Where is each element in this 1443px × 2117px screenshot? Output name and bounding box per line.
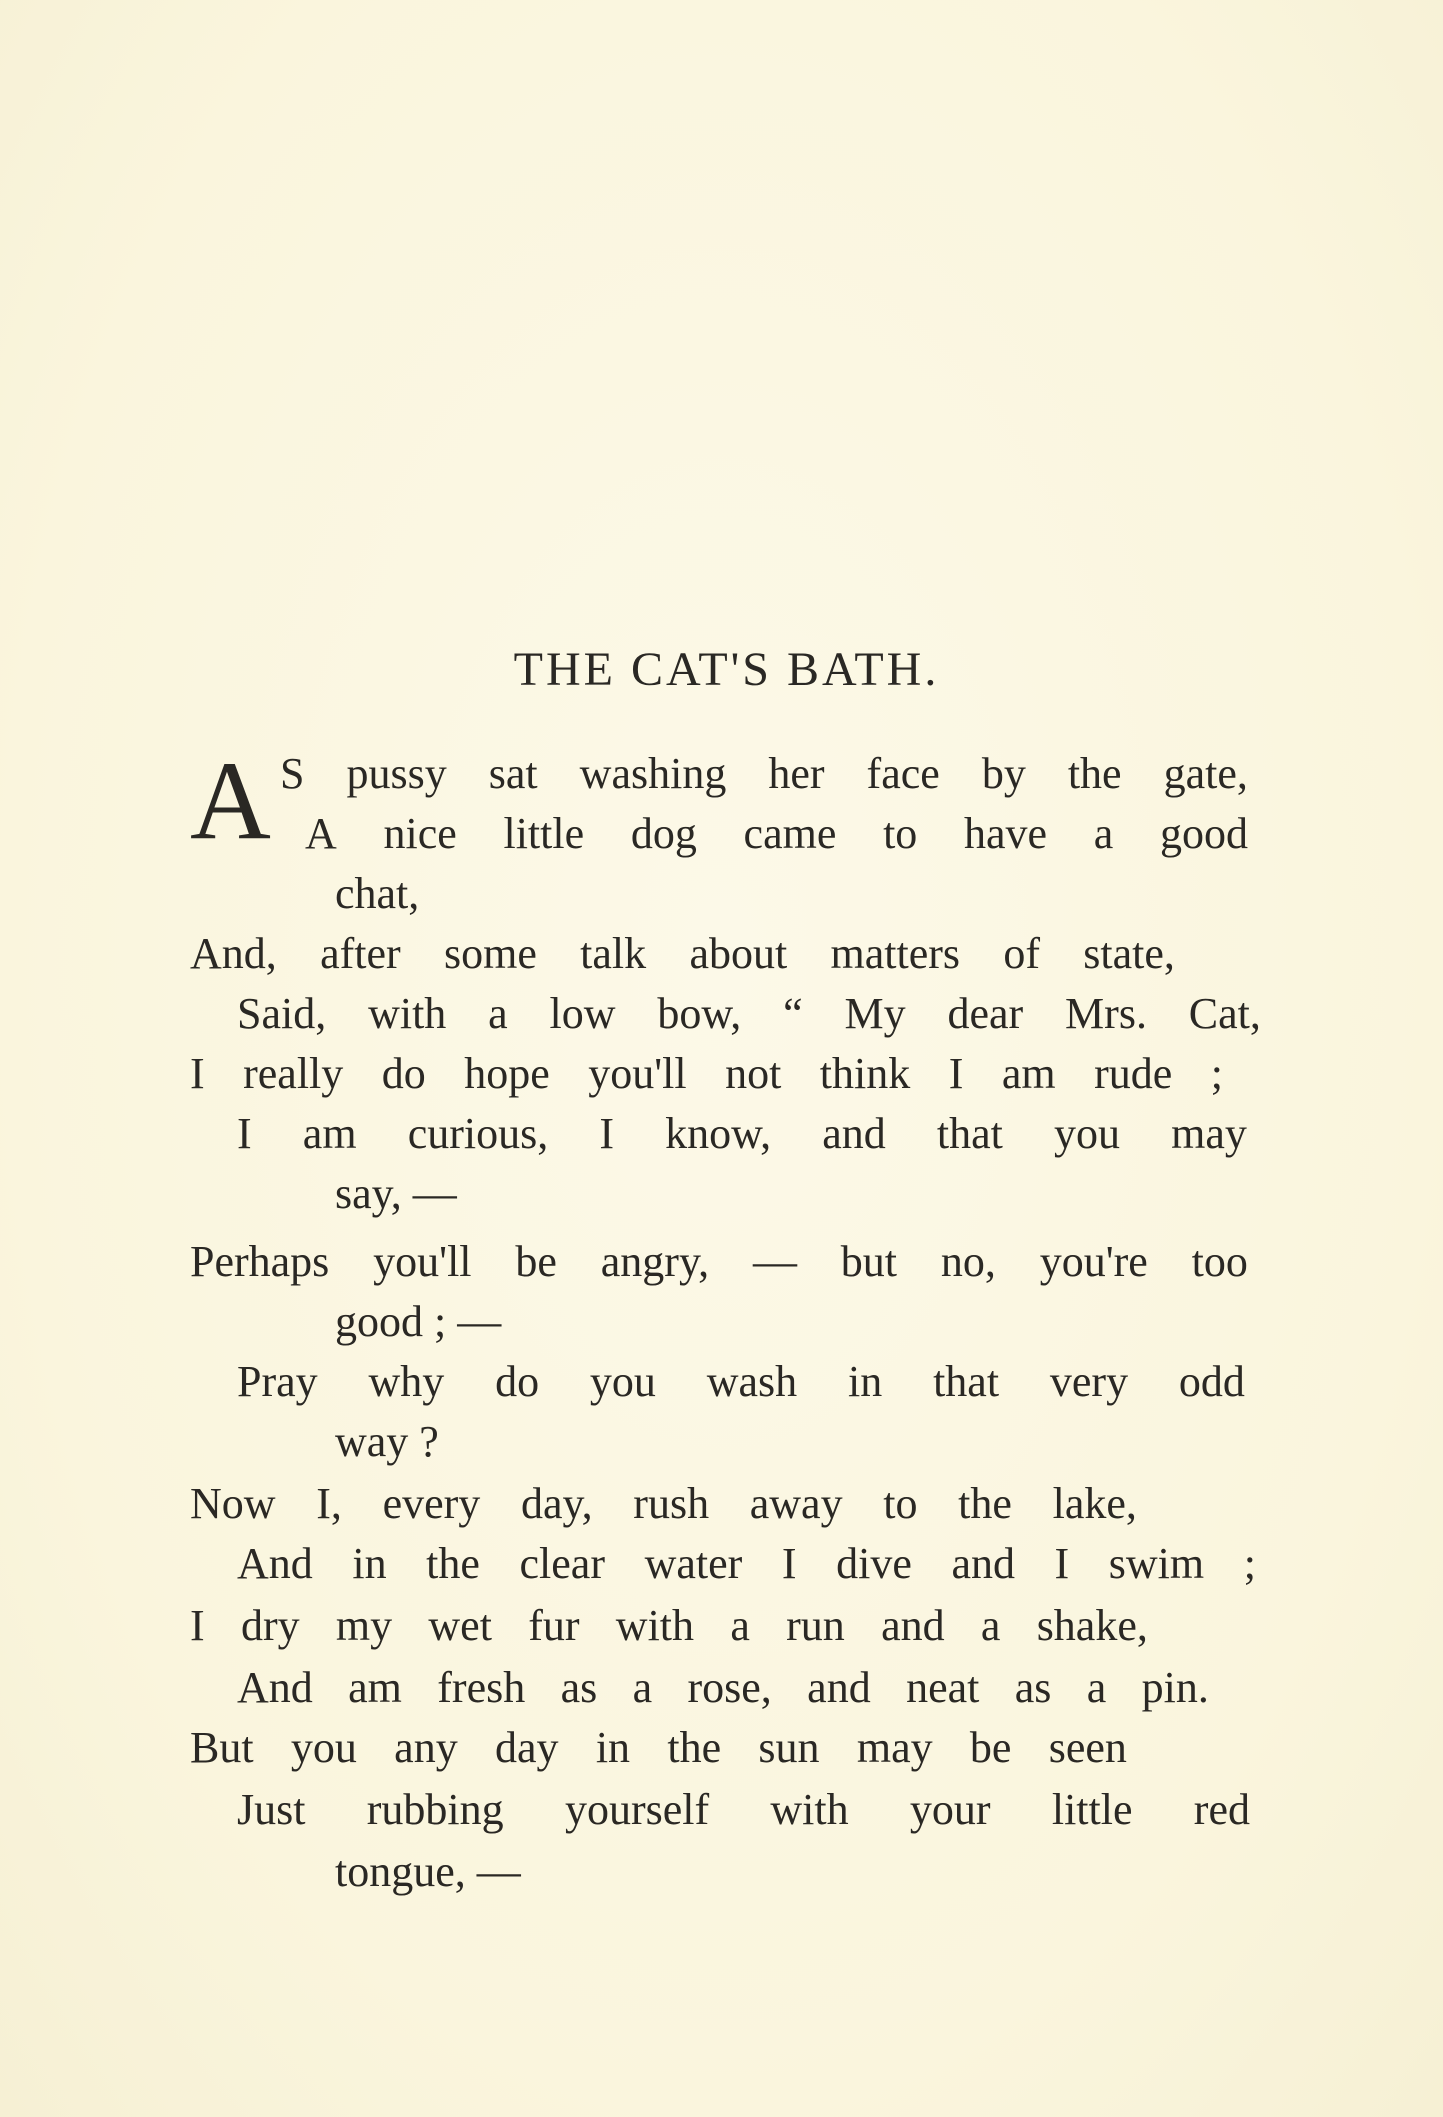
word: to [883, 809, 918, 858]
word: A [305, 809, 337, 858]
word: water [644, 1539, 743, 1588]
word: dog [630, 809, 697, 858]
word: And [237, 1663, 313, 1712]
word: hope [464, 1049, 550, 1098]
word: gate, [1163, 749, 1248, 798]
poem-line-16 [237, 1658, 1209, 1718]
word: nice [383, 809, 457, 858]
word: as [1014, 1663, 1052, 1712]
poem-line-12: way ? [335, 1417, 439, 1466]
word: pin. [1141, 1663, 1209, 1712]
word: no, [940, 1237, 996, 1286]
poem-line-8: say, — [335, 1169, 457, 1218]
poem-line-14 [237, 1534, 1256, 1594]
word: — [752, 1237, 797, 1286]
word: the [426, 1539, 480, 1588]
word: in [352, 1539, 387, 1588]
word: after [320, 929, 401, 978]
poem-title: THE CAT'S BATH. [513, 643, 940, 696]
word: day [495, 1723, 559, 1772]
word: red [1193, 1785, 1250, 1834]
poem-line-10: good ; — [335, 1297, 502, 1346]
word: be [515, 1237, 557, 1286]
word: may [1171, 1109, 1247, 1158]
word: Perhaps [190, 1237, 330, 1286]
word: you'll [588, 1049, 687, 1098]
word: day, [520, 1479, 593, 1528]
word: why [368, 1357, 445, 1406]
word: good [1160, 809, 1248, 858]
word: washing [579, 749, 727, 798]
word: a [1086, 1663, 1107, 1712]
word: face [866, 749, 940, 798]
word: Mrs. [1065, 989, 1147, 1038]
word: too [1191, 1237, 1248, 1286]
word: ; [1243, 1539, 1256, 1588]
poem-line-7 [237, 1104, 1247, 1164]
poem-line-9 [190, 1232, 1248, 1292]
word: dive [836, 1539, 912, 1588]
word: and [881, 1601, 945, 1650]
word: as [560, 1663, 598, 1712]
word: with [615, 1601, 695, 1650]
word: rubbing [366, 1785, 504, 1834]
word: a [632, 1663, 653, 1712]
word: about [689, 929, 788, 978]
word: of [1003, 929, 1040, 978]
word: you'll [373, 1237, 472, 1286]
poem-line-5 [237, 984, 1261, 1044]
word: little [1051, 1785, 1133, 1834]
word: a [980, 1601, 1001, 1650]
word: Said, [237, 989, 327, 1038]
word: pussy [346, 749, 447, 798]
word: you [290, 1723, 357, 1772]
poem-line-17 [190, 1718, 1127, 1778]
word: bow, [657, 989, 742, 1038]
word: I [237, 1109, 252, 1158]
word: may [856, 1723, 933, 1772]
word: sat [488, 749, 538, 798]
word: sun [758, 1723, 820, 1772]
word: a [1093, 809, 1114, 858]
word: and [951, 1539, 1015, 1588]
word: matters [830, 929, 961, 978]
word: came [743, 809, 837, 858]
word: with [770, 1785, 849, 1834]
poem-line-19: tongue, — [335, 1847, 521, 1896]
poem-line-2 [305, 804, 1248, 864]
word: think [819, 1049, 911, 1098]
word: fur [528, 1601, 580, 1650]
word: rude [1094, 1049, 1173, 1098]
word: low [549, 989, 616, 1038]
word: the [1067, 749, 1122, 798]
word: with [368, 989, 447, 1038]
word: S [280, 749, 305, 798]
word: seen [1048, 1723, 1127, 1772]
word: And [237, 1539, 313, 1588]
word: some [443, 929, 537, 978]
word: your [909, 1785, 991, 1834]
word: and [822, 1109, 886, 1158]
word: any [394, 1723, 458, 1772]
word: fresh [437, 1663, 526, 1712]
poem-line-3: chat, [335, 869, 420, 918]
word: I [781, 1539, 797, 1588]
word: rose, [687, 1663, 772, 1712]
word: state, [1083, 929, 1175, 978]
word: in [848, 1357, 883, 1406]
word: really [243, 1049, 344, 1098]
word: swim [1108, 1539, 1205, 1588]
word: the [667, 1723, 722, 1772]
word: know, [665, 1109, 772, 1158]
word: talk [580, 929, 647, 978]
word: Now [190, 1479, 276, 1528]
word: to [883, 1479, 918, 1528]
word: rush [633, 1479, 710, 1528]
word: am [302, 1109, 357, 1158]
word: but [840, 1237, 898, 1286]
word: the [958, 1479, 1012, 1528]
word: curious, [407, 1109, 549, 1158]
word: I, [316, 1479, 342, 1528]
word: my [335, 1601, 393, 1650]
word: And, [190, 929, 277, 978]
poem-line-18 [237, 1780, 1250, 1840]
word: and [807, 1663, 871, 1712]
poem-line-15 [190, 1596, 1148, 1656]
word: Cat, [1188, 989, 1261, 1038]
word: I [190, 1049, 205, 1098]
word: her [768, 749, 825, 798]
word: have [964, 809, 1048, 858]
word: yourself [564, 1785, 710, 1834]
word: you [589, 1357, 656, 1406]
word: I [1054, 1539, 1070, 1588]
word: you're [1039, 1237, 1148, 1286]
poem-line-1 [280, 744, 1248, 804]
word: a [730, 1601, 750, 1650]
word: Just [237, 1785, 306, 1834]
word: a [488, 989, 508, 1038]
word: angry, [600, 1237, 710, 1286]
word: little [503, 809, 585, 858]
word: you [1054, 1109, 1121, 1158]
word: wash [706, 1357, 798, 1406]
word: My [844, 989, 906, 1038]
word: Pray [237, 1357, 318, 1406]
poem-line-13 [190, 1474, 1137, 1534]
word: do [495, 1357, 540, 1406]
word: very [1049, 1357, 1129, 1406]
word: clear [519, 1539, 605, 1588]
word: run [786, 1601, 845, 1650]
word: shake, [1036, 1601, 1148, 1650]
word: am [348, 1663, 402, 1712]
word: do [381, 1049, 426, 1098]
drop-cap: A [190, 739, 271, 863]
word: I [599, 1109, 615, 1158]
word: neat [906, 1663, 980, 1712]
word: that [933, 1357, 1000, 1406]
poem-line-4 [190, 924, 1175, 984]
poem-line-6 [190, 1044, 1223, 1104]
word: odd [1178, 1357, 1245, 1406]
word: that [936, 1109, 1003, 1158]
word: lake, [1052, 1479, 1137, 1528]
word: away [749, 1479, 843, 1528]
word: “ [783, 989, 803, 1038]
word: am [1001, 1049, 1056, 1098]
word: dear [947, 989, 1024, 1038]
word: by [981, 749, 1026, 798]
word: ; [1210, 1049, 1223, 1098]
word: I [948, 1049, 964, 1098]
poem-line-11 [237, 1352, 1245, 1412]
word: not [725, 1049, 782, 1098]
word: But [190, 1723, 254, 1772]
word: dry [240, 1601, 300, 1650]
word: be [969, 1723, 1012, 1772]
word: every [382, 1479, 481, 1528]
word: wet [428, 1601, 492, 1650]
word: I [190, 1601, 205, 1650]
word: in [595, 1723, 631, 1772]
